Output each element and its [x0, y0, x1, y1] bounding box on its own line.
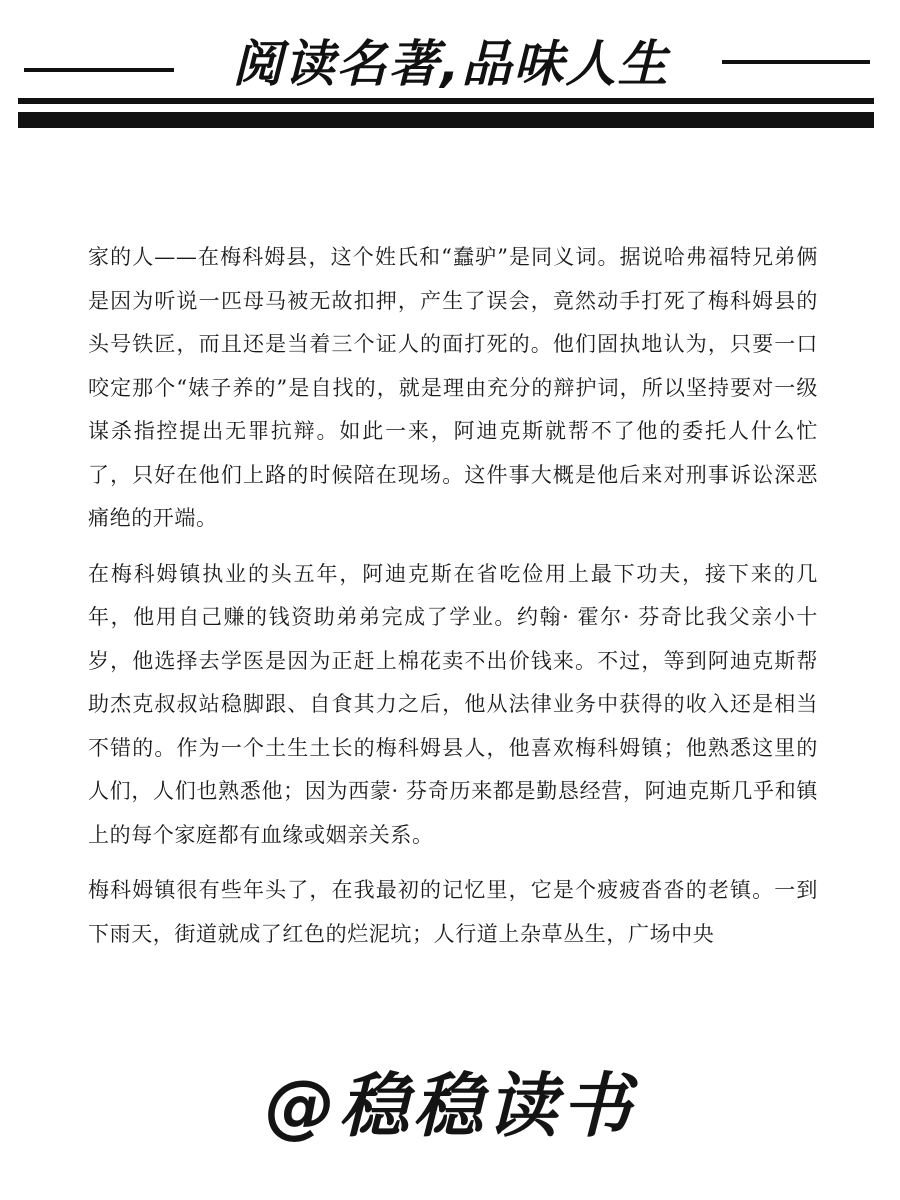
header-title: 阅读名著,品味人生 [232, 35, 670, 93]
footer-watermark: @稳稳读书 [265, 1065, 635, 1147]
paragraph-3: 梅科姆镇很有些年头了，在我最初的记忆里，它是个疲疲沓沓的老镇。一到下雨天，街道就成了红色的烂泥坑；人行道上杂草丛生，广场中央 [88, 878, 818, 946]
header-right-rule [722, 60, 870, 64]
header-thin-bar [18, 98, 874, 104]
article-body [88, 236, 818, 968]
page-header [18, 30, 874, 130]
paragraph-2: 在梅科姆镇执业的头五年，阿迪克斯在省吃俭用上最下功夫，接下来的几年，他用自己赚的钱资助弟弟完成了学业。约翰· 霍尔· 芬奇比我父亲小十岁，他选择去学医是因为正赶上棉花卖不出价钱来。不过，等到阿迪克斯帮助杰克叔叔站稳脚跟、自食其力之后，他从法律业务中获得的收入还是相当不错的。作为一个土生土长的梅科姆县人，他喜欢梅科姆镇；他熟悉这里的人们，人们也熟悉他；因为西蒙· 芬奇历来都是勤恳经营，阿迪克斯几乎和镇上的每个家庭都有血缘或姻亲关系。 [88, 561, 818, 847]
header-left-rule [24, 68, 174, 72]
paragraph-1: 家的人——在梅科姆县，这个姓氏和“蠢驴”是同义词。据说哈弗福特兄弟俩是因为听说一匹母马被无故扣押，产生了误会，竟然动手打死了梅科姆县的头号铁匠，而且还是当着三个证人的面打死的。他们固执地认为，只要一口咬定那个“婊子养的”是自找的，就是理由充分的辩护词，所以坚持要对一级谋杀指控提出无罪抗辩。如此一来，阿迪克斯就帮不了他的委托人什么忙了，只好在他们上路的时候陪在现场。这件事大概是他后来对刑事诉讼深恶痛绝的开端。 [88, 245, 818, 530]
header-thick-bar [18, 112, 874, 128]
